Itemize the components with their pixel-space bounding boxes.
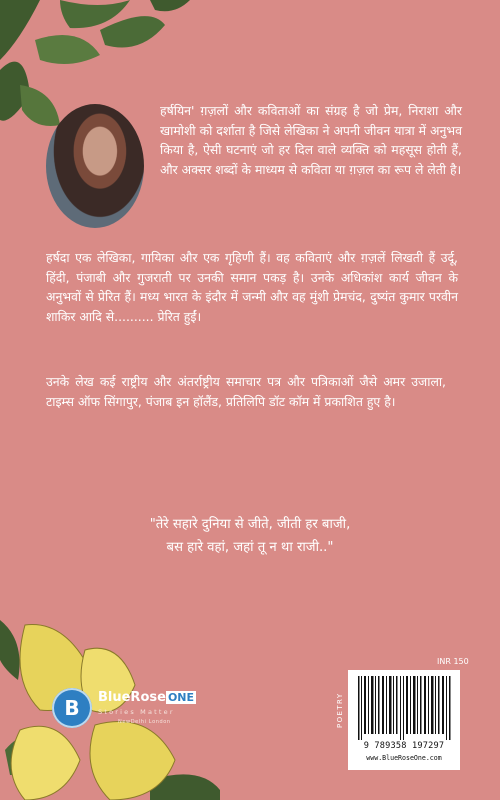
publisher-location: NewDelhi London [118, 719, 171, 725]
barcode-image [356, 676, 452, 740]
publisher-logo [52, 688, 227, 736]
genre-label: POETRY [336, 692, 344, 728]
publisher-name-main: BlueRose [98, 690, 166, 705]
author-bio: हर्षदा एक लेखिका, गायिका और एक गृहिणी हैं। वह कविताएं और ग़ज़लें लिखती हैं उर्दू, हिंदी, पंजाबी और गुजराती पर उनकी समान पकड़ है। उनके अधिकांश कार्य जीवन के अनुभवों से प्रेरित हैं। मध्य भारत के इंदौर में जन्मी और वह मुंशी प्रेमचंद, दुष्यंत कुमार परवीन शाकिर आदि से.......... प्रेरित हुईं। [46, 250, 458, 324]
author-publications: उनके लेख कई राष्ट्रीय और अंतर्राष्ट्रीय समाचार पत्र और पत्रिकाओं जैसे अमर उजाला, टाइम्स ऑफ सिंगापुर, पंजाब इन हॉलैंड, प्रतिलिपि डॉट कॉम में प्रकाशित हुए है। [46, 374, 446, 409]
isbn-number: 9 789358 197297 [363, 741, 445, 751]
book-description: हर्षयिन' ग़ज़लों और कविताओं का संग्रह है जो प्रेम, निराशा और खामोशी को दर्शाता है जिसे लेखिका ने अपनी जीवन यात्रा में अनुभव किया है, ऐसी घटनाएं जो हर दिल वाले व्यक्ति को महसूस होती हैं, और अक्सर शब्दों के माध्यम से कविता या ग़ज़ल का रूप ले लेती है। [160, 103, 462, 177]
quote-block [80, 513, 420, 559]
publisher-badge-icon: B [52, 688, 92, 728]
author-photo [46, 104, 144, 228]
publisher-website: www.BlueRoseOne.com [366, 754, 442, 762]
publisher-name [98, 690, 196, 705]
price-label: INR 150 [437, 657, 469, 666]
quote-line-1: "तेरे सहारे दुनिया से जीते, जीती हर बाजी, [149, 517, 351, 532]
publisher-name-one: ONE [167, 691, 195, 704]
quote-line-2: बस हारे वहां, जहां तू न था राजी.." [166, 540, 334, 555]
publisher-tagline: Stories Matter [98, 708, 175, 716]
